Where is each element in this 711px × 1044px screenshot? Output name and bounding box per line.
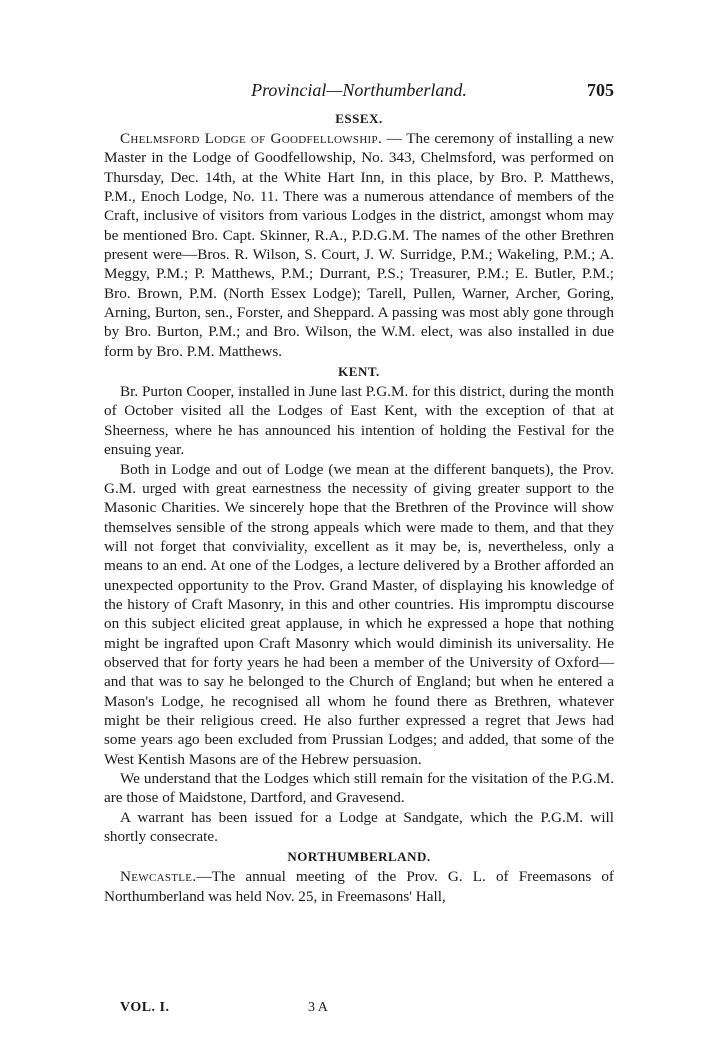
paragraph <box>104 382 614 459</box>
paragraph-text: We understand that the Lodges which still remain for the visitation of the P.G.M. are those of Maidstone, Dartford, and Gravesend. <box>104 770 614 807</box>
paragraph <box>104 129 614 361</box>
section-kent <box>104 361 614 846</box>
section-heading: KENT. <box>338 364 380 380</box>
paragraph-text: — The ceremony of installing a new Master in the Lodge of Goodfellowship, No. 343, Chelmsford, was performed on Thursday, Dec. 14th, at the White Hart Inn, in this place, by Bro. P. Matthews, P.M., Enoch Lodge, No. 11. There was a numerous attendance of members of the Craft, inclusive of visitors from various Lodges in the district, amongst whom may be mentioned Bro. Capt. Skinner, R.A., P.D.G.M. The names of the other Brethren present were—Bros. R. Wilson, S. Court, J. W. Surridge, P.M.; Wakeling, P.M.; A. Meggy, P.M.; P. Matthews, P.M.; Durrant, P.S.; Treasurer, P.M.; E. Butler, P.M.; Bro. Brown, P.M. (North Essex Lodge); Tarell, Pullen, Warner, Archer, Goring, Arning, Burton, sen., Forster, and Sheppard. A passing was most ably gone through by Bro. Burton, P.M.; and Bro. Wilson, the W.M. elect, was also installed in due form by Bro. P.M. Matthews. <box>104 130 615 360</box>
section-heading: ESSEX. <box>335 111 383 126</box>
page-footer <box>120 1000 420 1020</box>
signature-mark: 3 A <box>308 1000 328 1015</box>
paragraph <box>104 867 614 906</box>
running-title: Provincial—Northumberland. <box>251 80 467 100</box>
paragraph <box>104 808 614 847</box>
paragraph-text: A warrant has been issued for a Lodge at Sandgate, which the P.G.M. will shortly consecrate. <box>104 808 614 846</box>
paragraph-text: Both in Lodge and out of Lodge (we mean at the different banquets), the Prov. G.M. urged with great earnestness the necessity of giving greater support to the Masonic Charities. We sincerely hope that the Brethren of the Province will show themselves sensible of the strong appeals which were made to them, and that they will not forget that conviviality, excellent as it may be, is, nevertheless, only a means to an end. At one of the Lodges, a lecture delivered by a Brother afforded an unexpected opportunity to the Prov. Grand Master, of displaying his knowledge of the history of Craft Masonry, in this and other countries. His impromptu discourse on this subject elicited great applause, in which he expressed a hope that nothing might be ingrafted upon Craft Masonry which would diminish its universality. He observed that for forty years he had been a member of the University of Oxford—and that was to say he belonged to the Church of England; but when he entered a Mason's Lodge, he recognised all whom he found there as Brethren, whatever might be their religious creed. He also further expressed a regret that Jews had some years ago been excluded from Prussian Lodges; and added, that some of the West Kentish Masons are of the Hebrew persuasion. <box>104 460 614 768</box>
page-header <box>104 80 614 102</box>
section-essex <box>104 108 614 361</box>
section-heading: NORTHUMBERLAND. <box>287 849 431 865</box>
paragraph-lead: Chelmsford Lodge of Goodfellowship. <box>120 130 383 147</box>
article-body <box>104 108 614 906</box>
page-number: 705 <box>587 80 614 100</box>
paragraph-lead: Newcastle. <box>120 868 197 886</box>
section-northumberland <box>104 846 614 906</box>
paragraph-text: —The annual meeting of the Prov. G. L. of Freemasons of Northumberland was held Nov. 25, in Freemasons' Hall, <box>104 868 614 905</box>
paragraph <box>104 769 614 808</box>
paragraph <box>104 460 614 770</box>
volume-label: VOL. I. <box>120 1000 170 1015</box>
paragraph-text: Br. Purton Cooper, installed in June last P.G.M. for this district, during the month of October visited all the Lodges of East Kent, with the exception of that at Sheerness, where he has announced his intention of holding the Festival for the ensuing year. <box>104 383 614 459</box>
